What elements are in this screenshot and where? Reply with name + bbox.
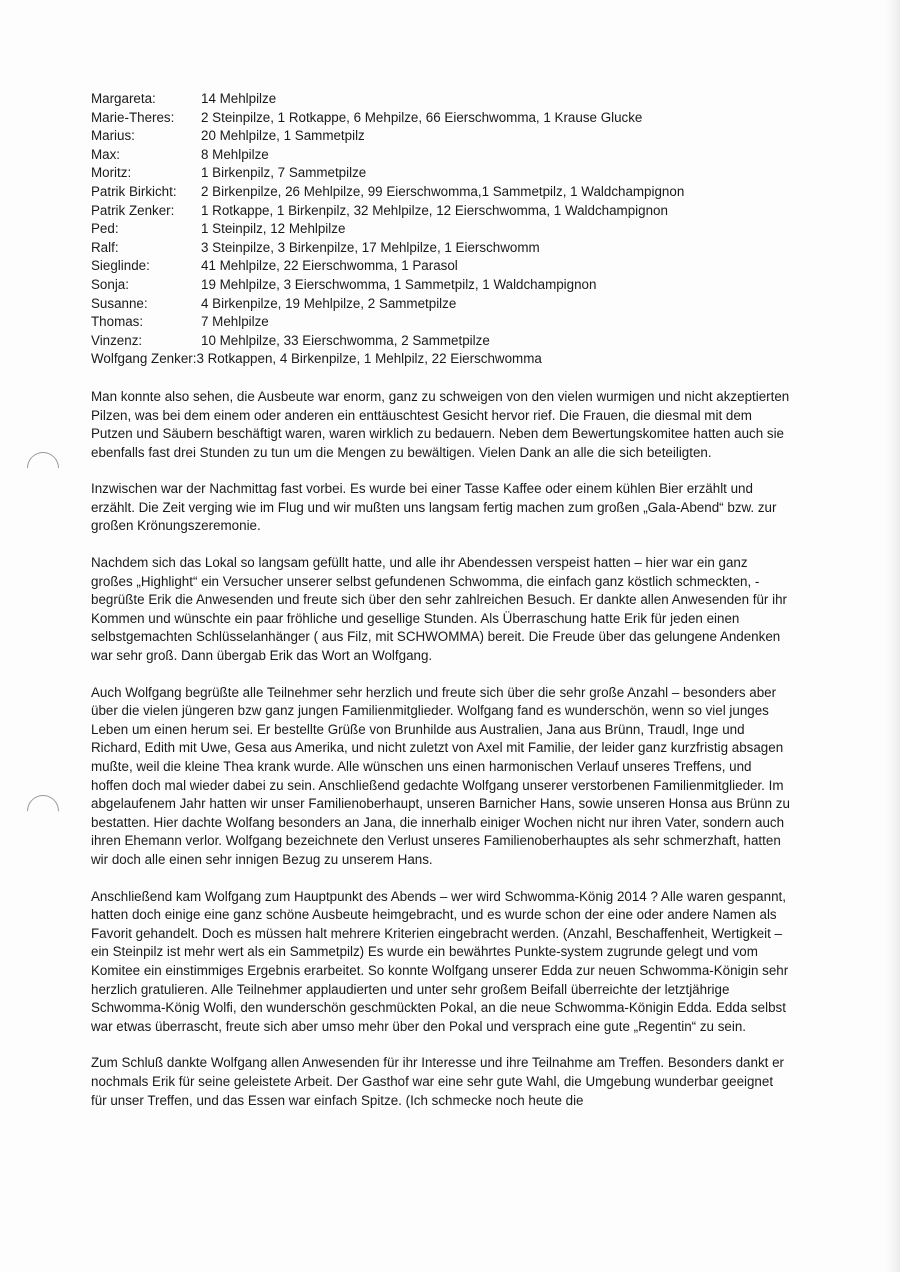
paragraph-harvest-summary: Man konnte also sehen, die Ausbeute war enorm, ganz zu schweigen von den vielen wurmigen und nicht akzeptierten Pilzen, was bei dem einem oder anderen ein enttäuschtest Gesicht hervor rief. Die Frauen, die diesmal mit dem Putzen und Säubern beschäftigt waren, waren wirklich zu bedauern. Neben dem Bewertungskomitee hatten auch sie ebenfalls fast drei Stunden zu tun um die Mengen zu bewältigen. Vielen Dank an alle die sich beteiligten. (91, 388, 790, 460)
paragraph-wolfgang-greeting: Auch Wolfgang begrüßte alle Teilnehmer sehr herzlich und freute sich über die sehr große Anzahl – besonders aber über die vielen jüngeren bzw ganz jungen Familienmitglieder. Wolfgang fand es wunderschön, wenn so viel junges Leben um einen herum sei. Er bestellte Grüße von Brunhilde aus Australien, Jana aus Brünn, Traudl, Inge und Richard, Edith mit Uwe, Gesa aus Amerika, und nicht zuletzt von Axel mit Familie, der leider ganz kurzfristig absagen mußte, weil die kleine Thea krank wurde. Alle wünschen uns einen harmonischen Verlauf unseres Treffens, und hoffen doch mal wieder dabei zu sein. Anschließend gedachte Wolfgang unserer verstorbenen Familienmitglieder. Im abgelaufenem Jahr hatten wir unser Familienoberhaupt, unseren Barnicher Hans, sowie unseren Honsa aus Brünn zu bestatten. Hier dachte Wolfang besonders an Jana, die innerhalb einiger Wochen nicht nur ihren Vater, sondern auch ihren Ehemann verlor. Wolfgang bezeichnete den Verlust unseres Familienoberhauptes als sehr schmerzhaft, hatten wir doch alle einen sehr innigen Bezug zu unserem Hans. (91, 684, 790, 867)
punch-hole-upper (20, 445, 65, 490)
harvest-items: 19 Mehlpilze, 3 Eierschwomma, 1 Sammetpilz, 1 Waldchampignon (201, 276, 597, 292)
participant-name: Sieglinde: (91, 258, 150, 274)
harvest-entry-susanne (91, 295, 791, 314)
harvest-entry-marius (91, 127, 791, 146)
harvest-items: 2 Birkenpilze, 26 Mehlpilze, 99 Eierschwomma,1 Sammetpilz, 1 Waldchampignon (201, 183, 685, 199)
harvest-entry-max (91, 146, 791, 165)
participant-name: Marie-Theres: (91, 109, 175, 125)
paragraph-closing: Zum Schluß dankte Wolfgang allen Anwesenden für ihr Interesse und ihre Teilnahme am Treffen. Besonders dankt er nochmals Erik für seine geleistete Arbeit. Der Gasthof war eine sehr gute Wahl, die Umgebung wunderbar geeignet für unser Treffen, und das Essen war einfach Spitze. (Ich schmecke noch heute die (91, 1055, 784, 1108)
harvest-entry-ralf (91, 239, 791, 258)
paragraph-erik-welcome: Nachdem sich das Lokal so langsam gefüllt hatte, und alle ihr Abendessen verspeist hatten – hier war ein ganz großes „Highlight“ ein Versucher unserer selbst gefundenen Schwomma, die einfach ganz köstlich schmeckten, - begrüßte Erik die Anwesenden und freute sich über den sehr zahlreichen Besuch. Er dankte allen Anwesenden für ihr Kommen und wünschte ein paar fröhliche und gesellige Stunden. Als Überraschung hatte Erik für jeden einen selbstgemachten Schlüsselanhänger ( aus Filz, mit SCHWOMMA) bereit. Die Freude über das gelungene Andenken war sehr groß. Dann übergab Erik das Wort an Wolfgang. (91, 555, 787, 664)
participant-name: Patrik Birkicht: (91, 183, 177, 199)
harvest-entry-patrik-zenker (91, 202, 791, 221)
harvest-entry-wolfgang-zenker (91, 350, 791, 369)
harvest-entry-ped (91, 220, 791, 239)
participant-name: Thomas: (91, 314, 144, 330)
harvest-items: 7 Mehlpilze (201, 314, 269, 330)
document-body (91, 90, 791, 1110)
participant-name: Max: (91, 146, 121, 162)
harvest-entry-margareta (91, 90, 791, 109)
harvest-entry-sieglinde (91, 257, 791, 276)
participant-name: Sonja: (91, 276, 129, 292)
participant-name: Ped: (91, 221, 119, 237)
harvest-items: 41 Mehlpilze, 22 Eierschwomma, 1 Parasol (201, 258, 458, 274)
harvest-entry-patrik-birkicht (91, 183, 791, 202)
mushroom-harvest-list (91, 90, 791, 369)
harvest-items: 10 Mehlpilze, 33 Eierschwomma, 2 Sammetpilze (201, 332, 490, 348)
harvest-items: 20 Mehlpilze, 1 Sammetpilz (201, 128, 365, 144)
harvest-entry-sonja (91, 276, 791, 295)
harvest-items: 1 Steinpilz, 12 Mehlpilze (201, 221, 346, 237)
participant-name: Vinzenz: (91, 332, 143, 348)
participant-name: Moritz: (91, 165, 132, 181)
harvest-items: 1 Rotkappe, 1 Birkenpilz, 32 Mehlpilze, 12 Eierschwomma, 1 Waldchampignon (201, 202, 668, 218)
harvest-entry-moritz (91, 164, 791, 183)
harvest-items: 3 Steinpilze, 3 Birkenpilze, 17 Mehlpilze, 1 Eierschwomm (201, 239, 540, 255)
paragraph-afternoon: Inzwischen war der Nachmittag fast vorbei. Es wurde bei einer Tasse Kaffee oder einem kühlen Bier erzählt und erzählt. Die Zeit verging wie im Flug und wir mußten uns langsam fertig machen zum großen „Gala-Abend“ bzw. zur großen Krönungszeremonie. (91, 481, 777, 534)
harvest-items: 1 Birkenpilz, 7 Sammetpilze (201, 165, 367, 181)
participant-name: Marius: (91, 128, 135, 144)
punch-hole-lower (20, 788, 65, 833)
harvest-items: 2 Steinpilze, 1 Rotkappe, 6 Mehpilze, 66 Eierschwomma, 1 Krause Glucke (201, 109, 643, 125)
harvest-entry-marie-theres (91, 109, 791, 128)
participant-name: Patrik Zenker: (91, 202, 175, 218)
page-edge-shadow (886, 0, 900, 1272)
participant-name: Ralf: (91, 239, 119, 255)
participant-name: Susanne: (91, 295, 148, 311)
harvest-entry-vinzenz (91, 332, 791, 351)
harvest-items: 8 Mehlpilze (201, 146, 269, 162)
harvest-items: 3 Rotkappen, 4 Birkenpilze, 1 Mehlpilz, 22 Eierschwomma (196, 351, 542, 367)
harvest-entry-thomas (91, 313, 791, 332)
harvest-items: 4 Birkenpilze, 19 Mehlpilze, 2 Sammetpilze (201, 295, 457, 311)
harvest-items: 14 Mehlpilze (201, 91, 277, 106)
participant-name: Margareta: (91, 91, 156, 106)
participant-name: Wolfgang Zenker: (91, 351, 197, 367)
paragraph-coronation: Anschließend kam Wolfgang zum Hauptpunkt des Abends – wer wird Schwomma-König 2014 ? Alle waren gespannt, hatten doch einige eine ganz schöne Ausbeute heimgebracht, und es wurde schon der eine oder andere Namen als Favorit gehandelt. Doch es müssen halt mehrere Kriterien eingebracht werden. (Anzahl, Beschaffenheit, Wertigkeit – ein Steinpilz ist mehr wert als ein Sammetpilz) Es wurde ein bewährtes Punkte-system zugrunde gelegt und vom Komitee ein einstimmiges Ergebnis erarbeitet. So konnte Wolfgang unserer Edda zur neuen Schwomma-Königin sehr herzlich gratulieren. Alle Teilnehmer applaudierten und unter sehr großem Beifall überreichte der letztjährige Schwomma-König Wolfi, den wunderschön geschmückten Pokal, an die neue Schwomma-Königin Edda. Edda selbst war etwas überrascht, freute sich aber umso mehr über den Pokal und versprach eine gute „Regentin“ zu sein. (91, 888, 789, 1034)
